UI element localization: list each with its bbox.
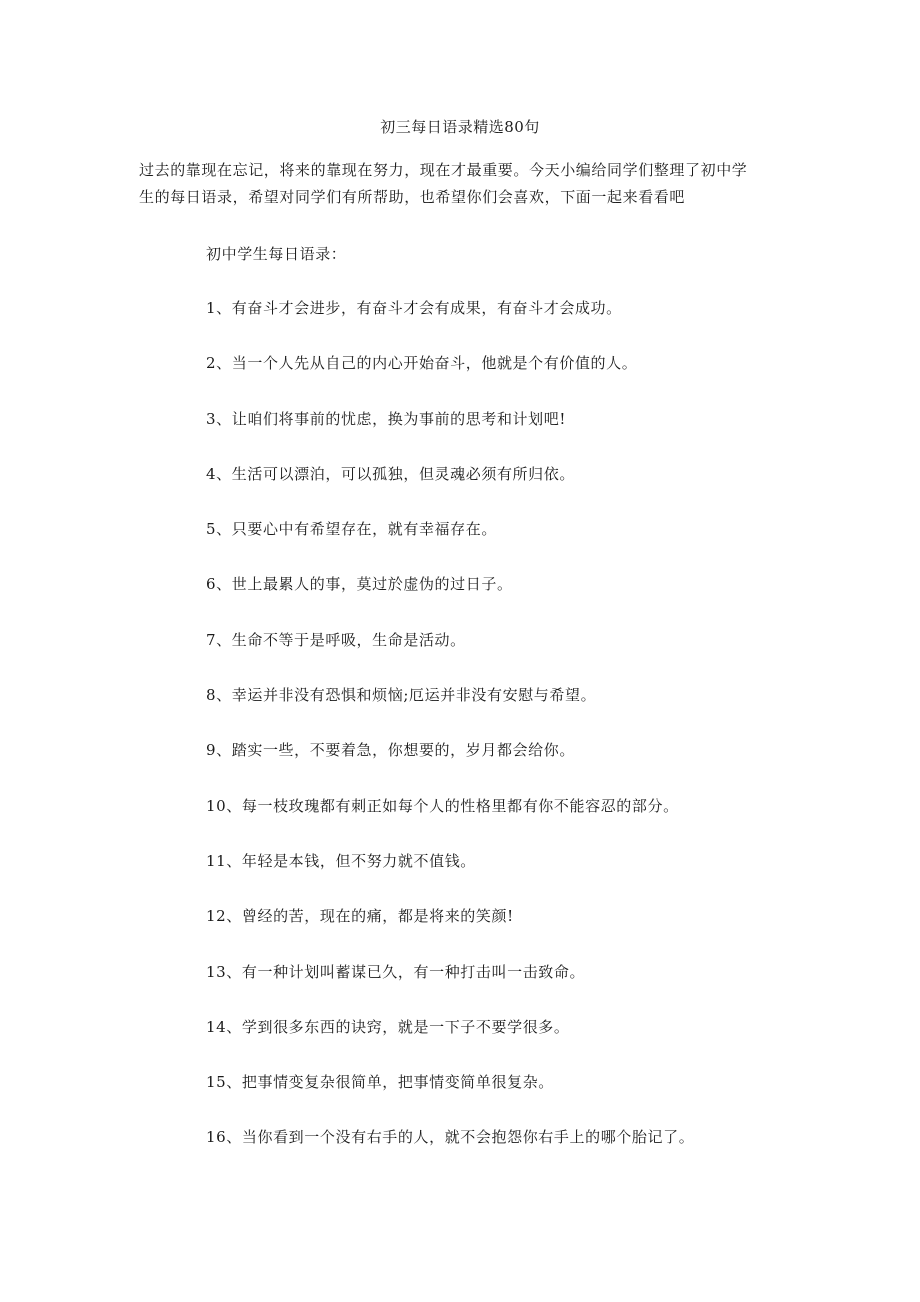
- quote-item: 11、年轻是本钱，但不努力就不值钱。: [206, 851, 476, 870]
- quote-item: 2、当一个人先从自己的内心开始奋斗，他就是个有价值的人。: [206, 354, 638, 373]
- quote-item: 12、曾经的苦，现在的痛，都是将来的笑颜!: [206, 907, 514, 926]
- intro-line: 生的每日语录，希望对同学们有所帮助，也希望你们会喜欢，下面一起来看看吧: [139, 188, 686, 206]
- quote-item: 6、世上最累人的事，莫过於虚伪的过日子。: [206, 575, 513, 594]
- intro-line: 过去的靠现在忘记，将来的靠现在努力，现在才最重要。今天小编给同学们整理了初中学: [139, 161, 748, 179]
- quote-item: 10、每一枝玫瑰都有刺正如每个人的性格里都有你不能容忍的部分。: [206, 796, 679, 815]
- quote-item: 16、当你看到一个没有右手的人，就不会抱怨你右手上的哪个胎记了。: [206, 1128, 695, 1147]
- quote-item: 1、有奋斗才会进步，有奋斗才会有成果，有奋斗才会成功。: [206, 299, 622, 317]
- quote-item: 8、幸运并非没有恐惧和烦恼;厄运并非没有安慰与希望。: [206, 686, 597, 705]
- quote-list: [206, 297, 694, 1182]
- document-title: 初三每日语录精选80句: [380, 118, 540, 136]
- quote-item: 15、把事情变复杂很简单，把事情变简单很复杂。: [206, 1073, 554, 1092]
- quote-item: 7、生命不等于是呼吸，生命是活动。: [206, 630, 466, 649]
- intro-paragraph: [139, 157, 779, 211]
- section-heading: 初中学生每日语录：: [206, 245, 347, 263]
- quote-item: 14、学到很多东西的诀窍，就是一下子不要学很多。: [206, 1017, 570, 1036]
- quote-item: 4、生活可以漂泊，可以孤独，但灵魂必须有所归依。: [206, 464, 575, 483]
- quote-item: 13、有一种计划叫蓄谋已久，有一种打击叫一击致命。: [206, 962, 586, 981]
- quote-item: 5、只要心中有希望存在，就有幸福存在。: [206, 520, 497, 539]
- quote-item: 9、踏实一些，不要着急，你想要的，岁月都会给你。: [206, 741, 575, 760]
- quote-item: 3、让咱们将事前的忧虑，换为事前的思考和计划吧!: [206, 409, 566, 428]
